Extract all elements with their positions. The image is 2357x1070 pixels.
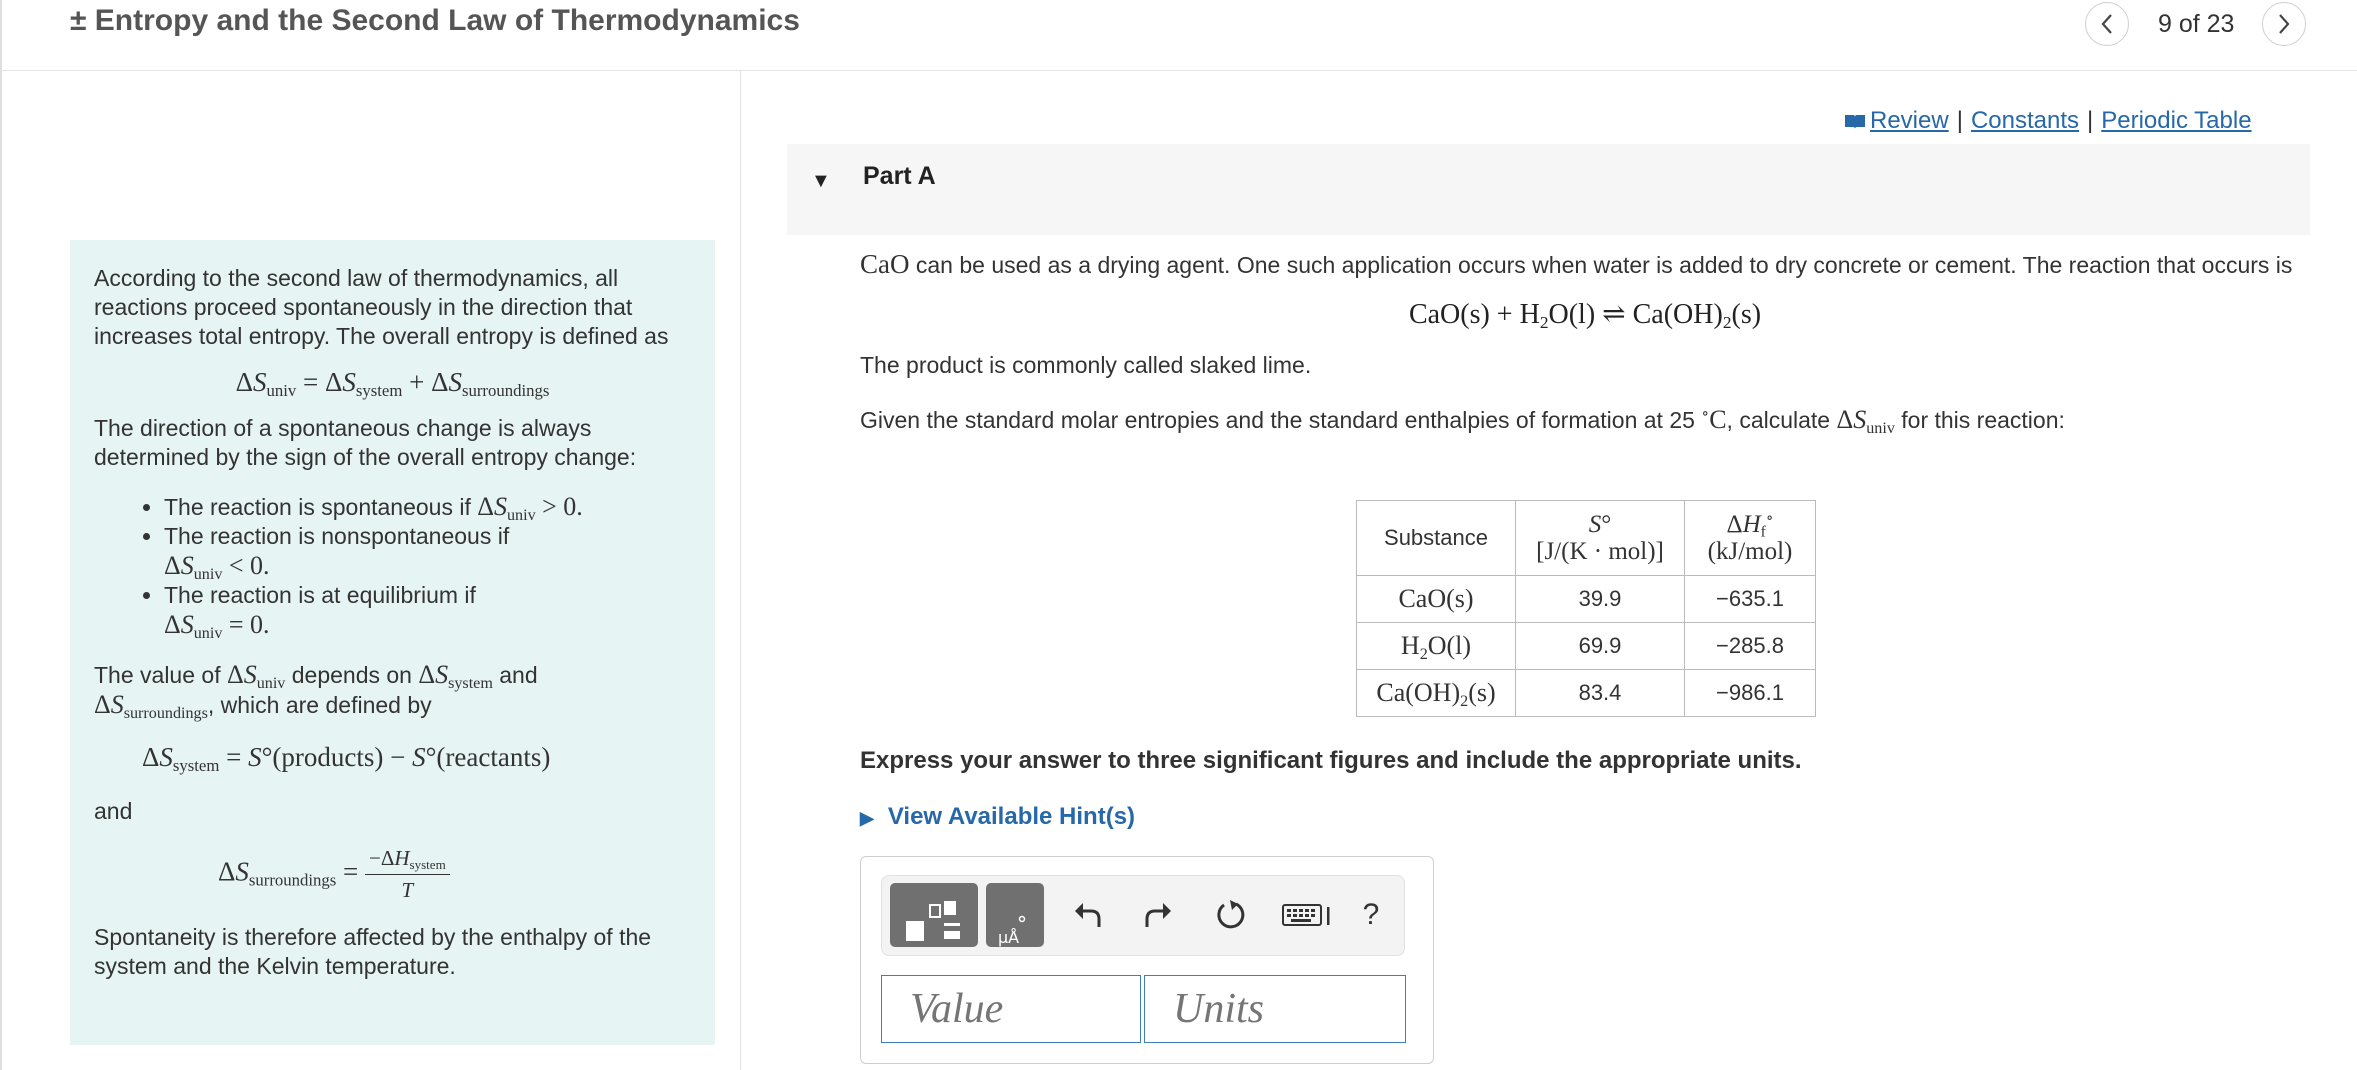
answer-instructions: Express your answer to three significant figures and include the appropriate units. — [860, 747, 1802, 774]
value-input[interactable] — [881, 975, 1141, 1043]
substance-cell: $H_2O(l)$ — [1357, 623, 1516, 670]
table-header-row — [1357, 501, 1816, 576]
entropy-cell: 69.9 — [1516, 623, 1685, 670]
svg-text:μÅ: μÅ — [998, 928, 1020, 947]
resource-links: Review | Constants | Periodic Table — [1844, 107, 2252, 135]
entropy-cell: 39.9 — [1516, 576, 1685, 623]
list-item: • The reaction is spontaneous if $\Delta S_{univ} > 0$. — [164, 492, 691, 522]
intro-paragraph-3: The value of $\Delta S_{univ}$ depends on $\Delta S_{system}$ and $\Delta S_{surroundings}$, which are defined by — [94, 660, 538, 722]
header-substance: Substance — [1357, 501, 1516, 576]
intro-paragraph-4: Spontaneity is therefore affected by the enthalpy of the system and the Kelvin temperature. — [94, 924, 652, 979]
book-icon — [1844, 114, 1866, 130]
caret-down-icon: ▼ — [811, 170, 831, 192]
view-hints-link[interactable]: ▶ View Available Hint(s) — [860, 803, 1136, 830]
previous-button[interactable] — [2085, 2, 2129, 46]
keyboard-icon — [1282, 902, 1334, 928]
chevron-left-icon — [2100, 13, 2114, 35]
enthalpy-cell: −986.1 — [1685, 670, 1816, 717]
answer-box — [860, 856, 1434, 1064]
table-row — [1357, 670, 1816, 717]
and-text: and — [94, 798, 133, 824]
math-toolbar — [881, 875, 1405, 956]
entropy-universe-equation: $\Delta S_{univ} = \Delta S_{system} + \Delta S_{surroundings}$ — [235, 367, 550, 401]
page-left-border — [0, 0, 2, 1070]
caret-right-icon: ▶ — [860, 808, 874, 828]
spontaneity-list — [94, 492, 691, 640]
review-link[interactable]: Review — [1870, 107, 1949, 134]
help-button[interactable]: ? — [1362, 898, 1380, 931]
column-divider — [740, 70, 741, 1070]
page-counter: 9 of 23 — [2158, 10, 2235, 38]
question-intro: CaO can be used as a drying agent. One such application occurs when water is added to dry concrete or cement. The reaction that occurs is — [860, 249, 2293, 279]
list-item: • The reaction is at equilibrium if $\Delta S_{univ} = 0$. — [164, 581, 691, 640]
reset-icon — [1214, 898, 1248, 932]
intro-paragraph-2: The direction of a spontaneous change is always determined by the sign of the overall entropy change: — [94, 415, 637, 470]
given-text: Given the standard molar entropies and the standard enthalpies of formation at 25 ∘C, calculate $\Delta S_{univ}$ for this reaction: — [860, 405, 2065, 437]
intro-panel — [70, 240, 715, 1045]
undo-button[interactable] — [1068, 896, 1106, 934]
table-row — [1357, 623, 1816, 670]
table-row — [1357, 576, 1816, 623]
page-title: ± Entropy and the Second Law of Thermodynamics — [70, 4, 800, 37]
part-a-header[interactable] — [787, 144, 2310, 235]
units-input[interactable] — [1144, 975, 1406, 1043]
question-body — [860, 250, 2310, 435]
units-templates-button[interactable] — [986, 883, 1044, 947]
templates-icon — [890, 883, 978, 947]
constants-link[interactable]: Constants — [1970, 107, 2079, 134]
enthalpy-cell: −635.1 — [1685, 576, 1816, 623]
entropy-system-equation: $\Delta S_{system}$ = S°(products) − S°(reactants) — [142, 742, 551, 776]
redo-icon — [1143, 899, 1175, 931]
next-button[interactable] — [2262, 2, 2306, 46]
header-enthalpy: $\Delta H_f^\circ$ (kJ/mol) — [1685, 501, 1816, 576]
entropy-cell: 83.4 — [1516, 670, 1685, 717]
templates-button[interactable] — [890, 883, 978, 947]
thermo-data-table — [1356, 500, 1816, 717]
redo-button[interactable] — [1140, 896, 1178, 934]
header — [0, 0, 2357, 71]
enthalpy-cell: −285.8 — [1685, 623, 1816, 670]
part-label: Part A — [863, 162, 936, 190]
list-item: • The reaction is nonspontaneous if $\Delta S_{univ} < 0$. — [164, 522, 691, 581]
units-icon — [986, 883, 1044, 947]
periodic-table-link[interactable]: Periodic Table — [2101, 107, 2252, 134]
chevron-right-icon — [2277, 13, 2291, 35]
keyboard-button[interactable] — [1280, 896, 1336, 934]
intro-paragraph-1: According to the second law of thermodynamics, all reactions proceed spontaneously in the direction that increases total entropy. The overall entropy is defined as — [94, 265, 669, 349]
undo-icon — [1071, 899, 1103, 931]
header-entropy: S° [J/(K · mol)] — [1516, 501, 1685, 576]
product-note: The product is commonly called slaked lime. — [860, 352, 1312, 378]
reset-button[interactable] — [1212, 896, 1250, 934]
substance-cell: CaO(s) — [1357, 576, 1516, 623]
reaction-equation: $CaO(s) + H_2O(l)$ ⇌ $Ca(OH)_2(s)$ — [1408, 299, 1762, 333]
substance-cell: $Ca(OH)_2(s)$ — [1357, 670, 1516, 717]
entropy-surroundings-equation: $\Delta S_{surroundings}$ = $\frac{-\Delta H_{system}}{T}$ — [94, 846, 691, 903]
